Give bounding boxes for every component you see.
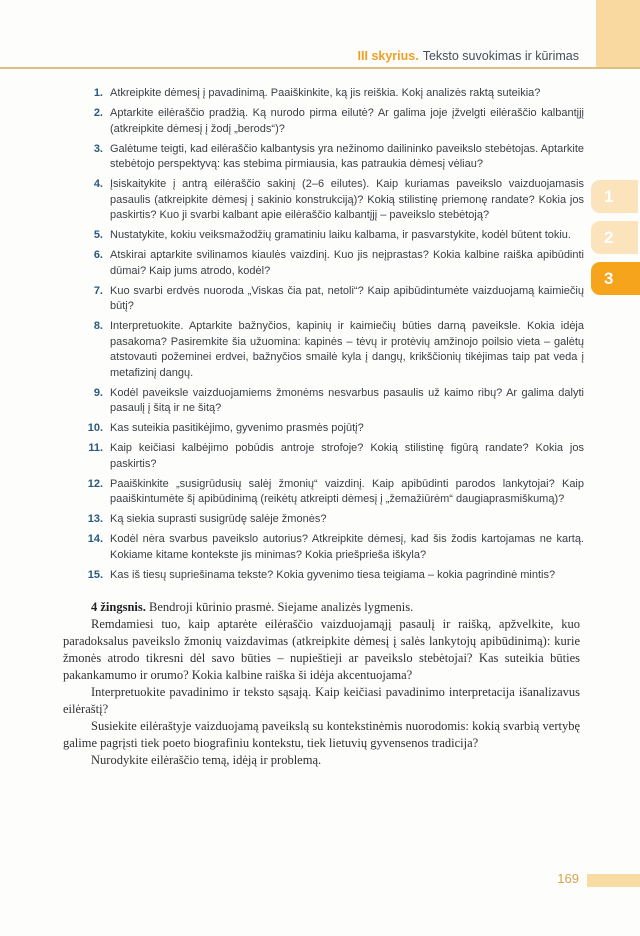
question-text: Ką siekia suprasti susigrūdę salėje žmonės? <box>110 513 327 525</box>
page-number: 169 <box>557 871 579 886</box>
question-number: 10. <box>87 422 103 434</box>
question-item <box>78 421 584 437</box>
question-text: Aptarkite eilėraščio pradžią. Ką nurodo pirma eilutė? Ar galima joje įžvelgti eilėraščio kalbantįjį (atkreipkite dėmesį į žodį „berods“)? <box>110 107 584 135</box>
question-item <box>78 386 584 417</box>
question-text: Kas iš tiesų supriešinama tekste? Kokia gyvenimo tiesa teigiama – kokia pagrindinė mintis? <box>110 568 556 581</box>
question-number: 8. <box>93 320 103 332</box>
question-number: 13. <box>87 513 103 525</box>
question-item <box>78 319 584 381</box>
question-number: 9. <box>93 386 103 399</box>
question-number: 11. <box>88 442 103 454</box>
step-lead <box>63 599 580 616</box>
question-number: 14. <box>87 533 103 545</box>
header-rule <box>0 67 640 69</box>
question-item <box>78 477 584 508</box>
question-text: Kuo svarbi erdvės nuoroda „Viskas čia pat, netoli“? Kaip apibūdintumėte vaizduojamą kaimiečių būtį? <box>110 284 584 312</box>
question-item <box>78 106 584 137</box>
question-item <box>78 177 584 224</box>
question-item <box>78 248 584 279</box>
question-number: 15. <box>87 568 103 581</box>
question-number: 1. <box>93 87 103 99</box>
question-item <box>78 532 584 563</box>
question-text: Kas suteikia pasitikėjimo, gyvenimo prasmės pojūtį? <box>110 422 364 434</box>
question-text: Kodėl paveiksle vaizduojamiems žmonėms nesvarbus pasaulis už kaimo ribų? Ar galima dalyti pasaulį į šitą ir ne šitą? <box>110 386 584 414</box>
question-text: Nustatykite, kokiu veiksmažodžių gramatiniu laiku kalbama, ir pasvarstykite, kodėl būtent tokiu. <box>110 229 571 241</box>
question-text: Atskirai aptarkite svilinamos kiaulės vaizdinį. Kuo jis neįprastas? Kokia kalbine raiška apibūdinti dūmai? Kaip jums atrodo, kodėl? <box>110 249 584 277</box>
question-item <box>78 441 584 472</box>
footer-accent-bar <box>587 874 640 887</box>
question-number: 6. <box>93 249 103 261</box>
page-header <box>358 49 579 63</box>
question-item <box>78 228 584 244</box>
question-item <box>78 142 584 173</box>
question-text: Kaip keičiasi kalbėjimo pobūdis antroje strofoje? Kokią stilistinę figūrą randate? Kokia jos paskirtis? <box>110 442 584 470</box>
question-number: 4. <box>93 178 103 190</box>
question-text: Galėtume teigti, kad eilėraščio kalbantysis yra nežinomo dailininko paveikslo stebėtojas. Aptarkite stebėtojo perspektyvą: kas stebima pirmiausia, kas patraukia dėmesį vėliau? <box>110 142 584 170</box>
step-paragraph: Susiekite eilėraštyje vaizduojamą paveikslą su kontekstinėmis nuorodomis: kokią svarbią vertybę galime pagrįsti tiek poeto biografiniu kontekstu, tiek lietuvių gyvensenos tradicija? <box>63 719 580 750</box>
step-section <box>63 599 580 769</box>
question-text: Kodėl nėra svarbus paveikslo autorius? Atkreipkite dėmesį, kad šis žodis kartojamas ne kartą. Kokiame kitame kontekste jis minimas? Kokia priešprieša iškyla? <box>110 533 584 561</box>
corner-accent-block <box>596 0 640 67</box>
question-number: 3. <box>93 142 103 155</box>
question-text: Interpretuokite. Aptarkite bažnyčios, kapinių ir kaimiečių būties darną paveiksle. Kokia idėja pasakoma? Pasiremkite šia užuomina: kapinės – tėvų ir protėvių amžinojo poilsio vieta – galėtų atstovauti požeminei erdvei, bažnyčios smailė kyla į dangų, krikščionių tikėjimas taip pat veda į metafizinį dangų. <box>110 320 584 379</box>
question-text: Atkreipkite dėmesį į pavadinimą. Paaiškinkite, ką jis reiškia. Kokį analizės raktą suteikia? <box>110 87 541 99</box>
question-number: 7. <box>93 284 103 297</box>
side-tab-3-active: 3 <box>591 262 640 295</box>
question-number: 2. <box>93 107 103 119</box>
chapter-title: Teksto suvokimas ir kūrimas <box>422 49 579 63</box>
page-content <box>0 86 640 769</box>
step-paragraph: Interpretuokite pavadinimo ir teksto sąsają. Kaip keičiasi pavadinimo interpretacija išanalizavus eilėraštį? <box>63 685 580 716</box>
step-paragraph: Remdamiesi tuo, kaip aptarėte eilėraščio vaizduojamąjį pasaulį ir raišką, apžvelkite, kuo paradoksalus paveikslo žmonių vaizdavimas (atkreipkite dėmesį į salės lankytojų apibūdinimą): kurie žmonės atrodo tikresni dėl savo būties – nupieštieji ar paveikslo stebėtojai? Kas suteikia būties pakankamumo ir orumo? Kokia kalbine raiška ši idėja akcentuojama? <box>63 617 580 682</box>
question-item <box>78 284 584 315</box>
side-tab-1: 1 <box>591 180 638 213</box>
side-tab-2: 2 <box>591 221 638 254</box>
question-text: Įsiskaitykite į antrą eilėraščio sakinį (2–6 eilutes). Kaip kuriamas paveikslo vaizduojamasis pasaulis (atkreipkite dėmesį į sakinio konstrukciją)? Kokią stilistinę priemonę randate? Kokia jos paskirtis? Kuo ji svarbi kalbant apie eilėraščio kalbantįjį – paveikslo stebėtoją? <box>110 178 584 221</box>
question-item <box>78 86 584 102</box>
chapter-label: III skyrius. <box>357 49 419 63</box>
question-item <box>78 568 584 584</box>
question-item <box>78 512 584 528</box>
question-list <box>78 86 584 583</box>
step-lead-text: Bendroji kūrinio prasmė. Siejame analizės lygmenis. <box>145 600 414 614</box>
step-lead-label: 4 žingsnis. <box>91 600 146 614</box>
step-paragraph: Nurodykite eilėraščio temą, idėją ir problemą. <box>91 753 322 767</box>
question-number: 12. <box>87 477 103 490</box>
question-text: Paaiškinkite „susigrūdusių salėj žmonių“ vaizdinį. Kaip apibūdinti parodos lankytojai? Kaip paaiškintumėte šį apibūdinimą (reikėtų atkreipti dėmesį į „žemažiūrėm“ daugiaprasmiškumą)? <box>110 477 584 505</box>
question-number: 5. <box>93 229 103 241</box>
